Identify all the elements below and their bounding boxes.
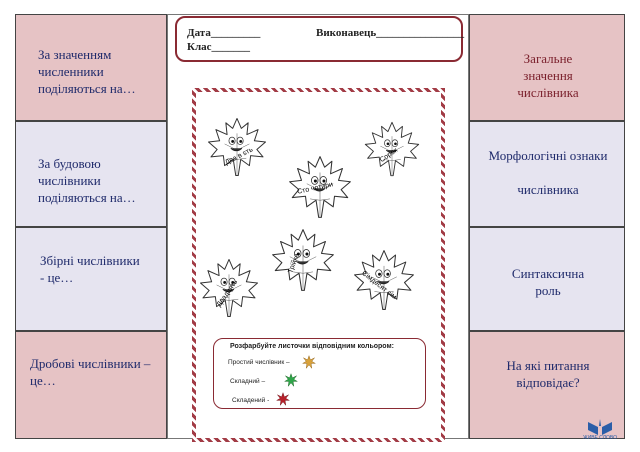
leaf-4[interactable] bbox=[198, 252, 260, 324]
legend-item-1-label: Простий числівник – bbox=[228, 359, 290, 366]
left-card-2 bbox=[15, 121, 167, 227]
maple-leaf-icon bbox=[352, 244, 416, 316]
left-card-3-text: Збірні числівники - це… bbox=[40, 253, 140, 285]
legend-item-2-label: Складний – bbox=[230, 378, 266, 385]
leaf-2-label: Сто чотири bbox=[296, 181, 334, 196]
legend-box bbox=[213, 338, 426, 409]
left-card-3 bbox=[15, 227, 167, 331]
logo-text: ЖИВЕ СЛОВО bbox=[583, 435, 617, 441]
left-card-1 bbox=[15, 14, 167, 121]
leaf-6[interactable] bbox=[352, 244, 416, 316]
right-card-4-text: На які питання відповідає? bbox=[506, 358, 590, 390]
legend-title: Розфарбуйте листочки відповідним кольором: bbox=[230, 343, 394, 350]
left-card-4 bbox=[15, 331, 167, 439]
publisher-logo bbox=[578, 418, 622, 444]
star-splat-icon bbox=[276, 392, 290, 406]
star-splat-icon bbox=[302, 355, 316, 369]
leaf-1[interactable] bbox=[206, 112, 268, 182]
leaf-5[interactable] bbox=[270, 224, 336, 296]
leaf-5-label: Трійка bbox=[287, 252, 301, 275]
legend-item-3-label: Складений - bbox=[232, 397, 270, 404]
leaf-2[interactable] bbox=[287, 152, 353, 222]
right-card-2-text: Морфологічні ознаки числівника bbox=[488, 148, 608, 197]
performer-field[interactable]: Виконавець________________ bbox=[316, 27, 465, 39]
header-box bbox=[175, 16, 463, 62]
left-card-4-text: Дробові числівники – це… bbox=[30, 356, 151, 388]
leaf-3[interactable] bbox=[363, 114, 421, 184]
right-card-3-text: Синтаксична роль bbox=[511, 266, 585, 298]
maple-leaf-icon bbox=[270, 224, 336, 296]
book-logo-icon bbox=[578, 418, 622, 436]
leaf-1-label: Два в sть bbox=[224, 146, 255, 167]
right-card-1-text: Загальне значення числівника bbox=[517, 51, 579, 100]
left-card-2-text: За будовою числівники поділяються на… bbox=[38, 156, 136, 205]
star-splat-icon bbox=[284, 373, 298, 387]
class-field[interactable]: Клас_______ bbox=[187, 41, 251, 53]
leaf-6-label: Сімдесят сім bbox=[360, 269, 398, 302]
right-card-1 bbox=[469, 14, 625, 121]
right-card-2 bbox=[469, 121, 625, 227]
right-card-3 bbox=[469, 227, 625, 331]
date-field[interactable]: Дата_________ bbox=[187, 27, 261, 39]
left-card-1-text: За значенням численники поділяються на… bbox=[38, 47, 136, 96]
leaf-3-label: Сорок bbox=[378, 146, 400, 165]
leaf-4-label: Двадцять bbox=[215, 278, 240, 309]
maple-leaf-icon bbox=[206, 112, 268, 182]
